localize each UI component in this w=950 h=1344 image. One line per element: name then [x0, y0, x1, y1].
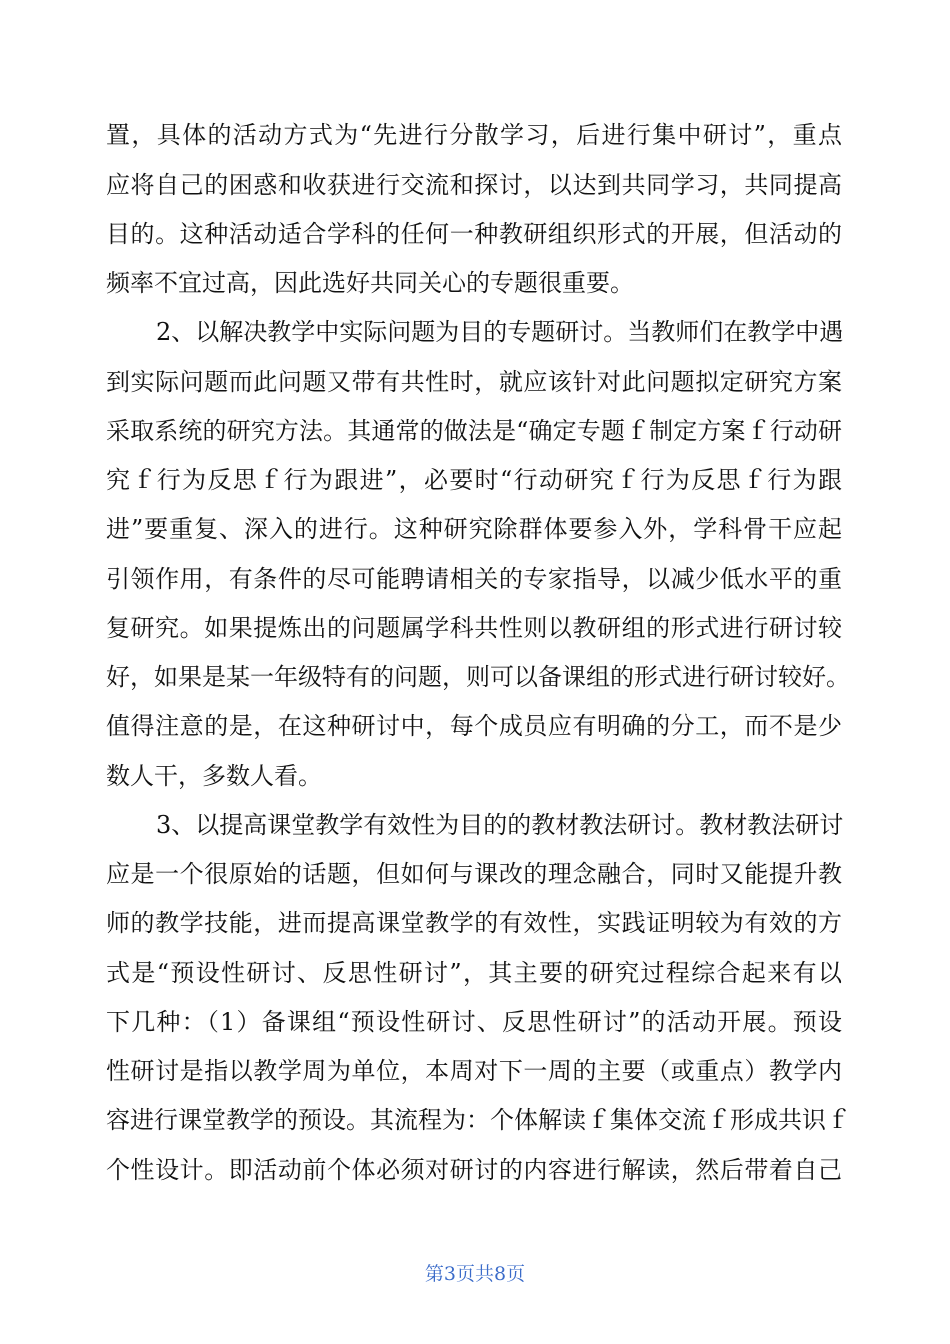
text-line: 置，具体的活动方式为“先进行分散学习，后进行集中研讨”，重点	[106, 121, 842, 149]
text-line: 到实际问题而此问题又带有共性时，就应该针对此问题拟定研究方案	[106, 368, 842, 396]
text-line: 下几种：（1）备课组“预设性研讨、反思性研讨”的活动开展。预设	[106, 1008, 842, 1036]
text-line: 究ｆ行为反思ｆ行为跟进”，必要时“行动研究ｆ行为反思ｆ行为跟	[106, 466, 842, 494]
text-line: 目的。这种活动适合学科的任何一种教研组织形式的开展，但活动的	[106, 220, 842, 248]
text-line: 容进行课堂教学的预设。其流程为：个体解读ｆ集体交流ｆ形成共识ｆ	[106, 1106, 850, 1134]
text-line: 采取系统的研究方法。其通常的做法是“确定专题ｆ制定方案ｆ行动研	[106, 417, 842, 445]
text-line: 应将自己的困惑和收获进行交流和探讨，以达到共同学习，共同提高	[106, 171, 842, 199]
paragraph-first-line: 2、以解决教学中实际问题为目的专题研讨。当教师们在教学中遇	[156, 318, 844, 346]
text-line: 好，如果是某一年级特有的问题，则可以备课组的形式进行研讨较好。	[106, 663, 850, 691]
text-line: 复研究。如果提炼出的问题属学科共性则以教研组的形式进行研讨较	[106, 614, 842, 642]
text-line: 性研讨是指以教学周为单位，本周对下一周的主要（或重点）教学内	[106, 1057, 842, 1085]
text-line: 进”要重复、深入的进行。这种研究除群体要参入外，学科骨干应起	[106, 515, 842, 543]
paragraph-first-line: 3、以提高课堂教学有效性为目的的教材教法研讨。教材教法研讨	[156, 811, 844, 839]
text-line: 个性设计。即活动前个体必须对研讨的内容进行解读，然后带着自己	[106, 1156, 842, 1184]
text-line: 值得注意的是，在这种研讨中，每个成员应有明确的分工，而不是少	[106, 712, 842, 740]
text-line: 师的教学技能，进而提高课堂教学的有效性，实践证明较为有效的方	[106, 909, 842, 937]
text-line: 式是“预设性研讨、反思性研讨”，其主要的研究过程综合起来有以	[106, 959, 842, 987]
text-line: 应是一个很原始的话题，但如何与课改的理念融合，同时又能提升教	[106, 860, 842, 888]
text-line: 数人干，多数人看。	[106, 762, 322, 790]
text-line: 频率不宜过高，因此选好共同关心的专题很重要。	[106, 269, 634, 297]
text-line: 引领作用，有条件的尽可能聘请相关的专家指导，以减少低水平的重	[106, 565, 842, 593]
page-number-footer: 第3页共8页	[424, 1263, 526, 1285]
